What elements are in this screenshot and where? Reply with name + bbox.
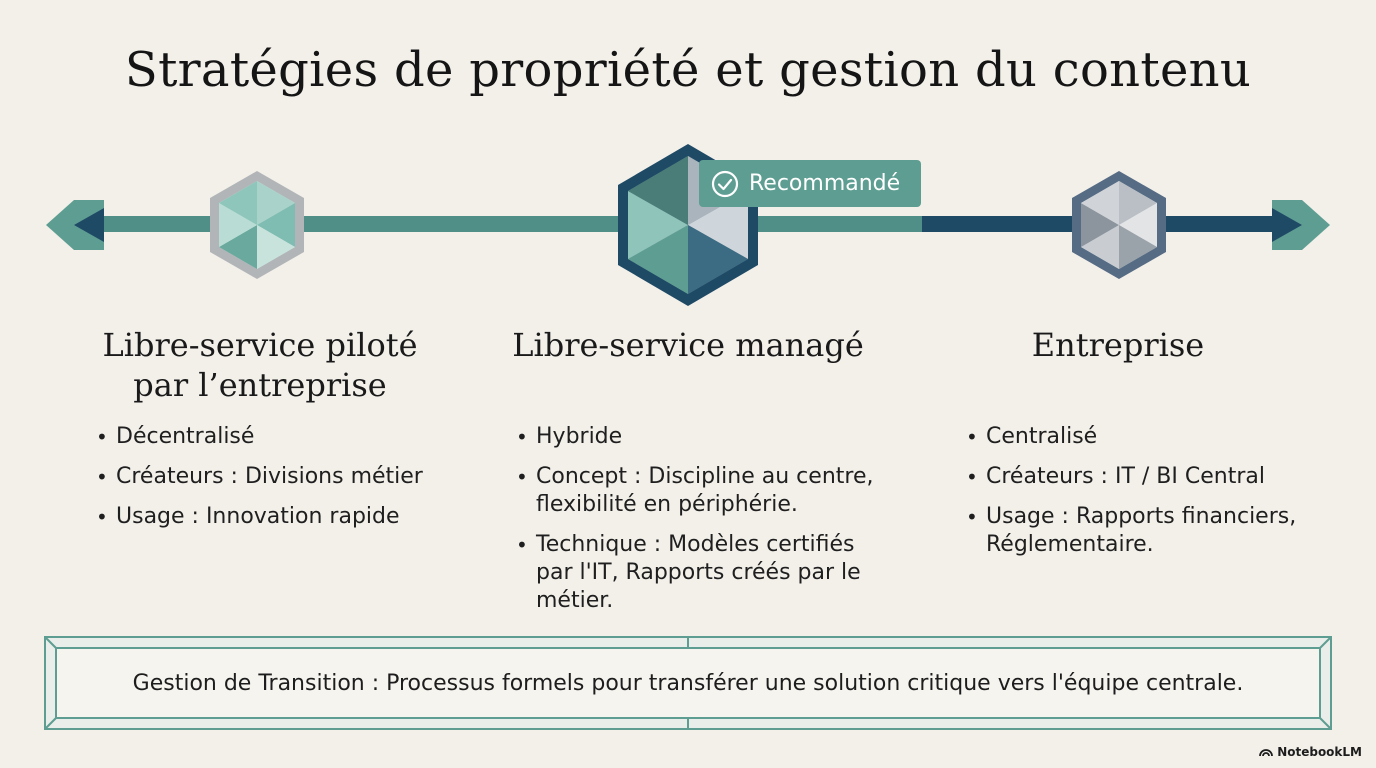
check-circle-icon bbox=[711, 170, 739, 198]
column-title bbox=[918, 325, 1318, 365]
list-item: • Créateurs : IT / BI Central bbox=[966, 463, 1326, 491]
hexagon-decentralized-icon bbox=[210, 171, 304, 279]
list-item: • Centralisé bbox=[966, 423, 1326, 451]
list-item: • Concept : Discipline au centre, flexibilité en périphérie. bbox=[516, 463, 896, 519]
bullet-list bbox=[966, 423, 1326, 571]
bullet-list bbox=[96, 423, 476, 543]
transition-banner bbox=[44, 636, 1332, 730]
column-title-line: Entreprise bbox=[1031, 326, 1205, 364]
hexagon-enterprise-icon bbox=[1072, 171, 1166, 279]
list-item: • Décentralisé bbox=[96, 423, 476, 451]
column-title-line: Libre-service managé bbox=[512, 326, 864, 364]
list-item: • Technique : Modèles certifiés par l'IT, Rapports créés par le métier. bbox=[516, 531, 896, 615]
arrow-right-icon bbox=[1272, 200, 1330, 250]
list-item: • Créateurs : Divisions métier bbox=[96, 463, 476, 491]
banner-text: Gestion de Transition : Processus formels pour transférer une solution critique vers l'équipe centrale. bbox=[132, 670, 1244, 696]
page-title: Stratégies de propriété et gestion du contenu bbox=[124, 42, 1252, 98]
column-title-line: Libre-service piloté bbox=[102, 326, 418, 364]
column-libre-service-manage bbox=[488, 325, 888, 613]
spectrum-timeline bbox=[0, 130, 1376, 310]
list-item: • Usage : Rapports financiers, Réglementaire. bbox=[966, 503, 1326, 559]
column-libre-service-pilote bbox=[60, 325, 460, 529]
recommended-badge-label: Recommandé bbox=[749, 171, 901, 196]
column-title-line: par l’entreprise bbox=[133, 366, 387, 404]
list-item: • Hybride bbox=[516, 423, 896, 451]
brand-mark bbox=[1259, 745, 1362, 759]
bullet-list bbox=[516, 423, 896, 627]
recommended-badge bbox=[699, 160, 921, 207]
column-entreprise bbox=[918, 325, 1318, 557]
list-item: • Usage : Innovation rapide bbox=[96, 503, 476, 531]
arrow-left-icon bbox=[46, 200, 104, 250]
column-title bbox=[60, 325, 460, 405]
column-title bbox=[488, 325, 888, 365]
brand-label: NotebookLM bbox=[1277, 745, 1362, 759]
notebooklm-logo-icon bbox=[1259, 747, 1273, 757]
